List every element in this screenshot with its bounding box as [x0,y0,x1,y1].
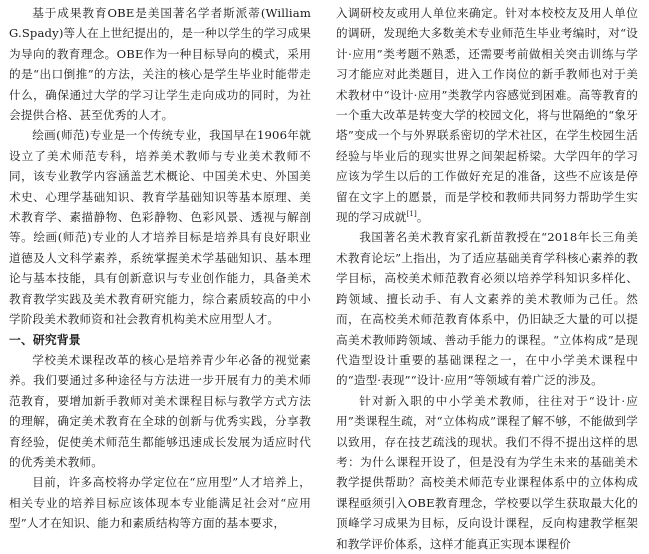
paragraph-alumni-survey-text: 入调研校友或用人单位来确定。针对本校校友及用人单位的调研，发现绝大多数美术专业师范生毕业考编时，对“设计·应用”类考题不熟悉，还需要考前做相关突击训练与学习才能应对此类题目，进入工作岗位的新手教师也对于美术教材中“设计·应用”类教学内容感觉到困难。高等教育的一个重大改革是转变大学的校园文化，将与世隔绝的“象牙塔”变成一个与外界联系密切的学术社区，在学生校园生活经验与毕业后的现实世界之间架起桥梁。大学四年的学习应该为学生以后的工作做好充足的准备，这些不应该是停留在文字上的愿景，而是学校和教师共同努力帮助学生实现的学习成就 [336,6,638,225]
section-heading-research-background: 一、研究背景 [9,332,81,347]
paragraph-applied-talent: 目前，许多高校将办学定位在“应用型”人才培养上，相关专业的培养目标应该体现本专业能满足社会对“应用型”人才在知识、能力和素质结构等方面的基本要求， [9,475,311,531]
paragraph-painting-major: 绘画(师范)专业是一个传统专业，我国早在1906年就设立了美术师范专科，培养美术教师与专业美术教师不同，该专业教学内容涵盖艺术概论、中国美术史、外国美术史、心理学基础知识、教育学基础知识等基本原理、美术教育学、素描静物、色彩静物、色彩风景、透视与解剖等。绘画(师范)专业的人才培养目标是培养具有良好职业道德及人文科学素养，系统掌握美术学基础知识、基本理论与基本技能，具有创新意识与专业创作能力，具备美术教育教学实践及美术教育研究能力，综合素质较高的中小学阶段美术教师资和社会教育机构美术应用型人才。 [9,128,311,327]
paragraph-kong-xinmiao: 我国著名美术教育家孔新苗教授在“2018年长三角美术教育论坛”上指出，为了适应基础美育学科核心素养的教学目标，高校美术师范教育必须以培养学科知识多样化、跨领域、擅长动手、有人文素养的美术教师为己任。然而，在高校美术师范教育体系中，仍旧缺乏大量的可以提高美术教师跨领域、善动手能力的课程。“立体构成”是现代造型设计重要的基础课程之一，在中小学美术课程中的“造型·表现”“设计·应用”等领域有着广泛的涉及。 [336,230,638,388]
citation-marker: [1] [406,210,417,219]
paragraph-alumni-survey-end: 。 [416,210,429,225]
left-column [9,3,311,534]
paragraph-curriculum-reform: 学校美术课程改革的核心是培养青少年必备的视觉素养。我们要通过多种途径与方法进一步开展有力的美术师范教育，要增加新手教师对美术课程目标与教学方式方法的理解，确定美术教育在全球的创新与优秀实践，分享教育经验，促使美术师范生都能够迅速成长发展为适应时代的优秀美术教师。 [9,352,311,469]
paragraph-alumni-survey [336,3,638,227]
right-column [336,3,638,554]
paragraph-obe-intro: 基于成果教育OBE是美国著名学者斯派蒂(William G.Spady)等人在上世纪提出的，是一种以学生的学习成果为导向的教育理念。OBE作为一种目标导向的模式，采用的是“出口倒推”的方法，关注的核心是学生毕业时能带走什么，确保通过大学的学习让学生走向成功的同时，为社会提供合格、甚至优秀的人才。 [9,6,311,123]
paragraph-new-teachers: 针对新入职的中小学美术教师，往往对于“设计·应用”类课程生疏，对“立体构成”课程了解不够，不能做到学以致用，存在技艺疏浅的现状。我们不得不提出这样的思考：为什么课程开设了，但是没有为学生未来的基础美术教学提供帮助？高校美术师范专业课程体系中的立体构成课程亟须引入OBE教育理念，学校要以学生获取最大化的顶峰学习成果为目标，反向设计课程，反向构建教学框架和教学评价体系，这样才能真正实现本课程价 [336,393,638,551]
